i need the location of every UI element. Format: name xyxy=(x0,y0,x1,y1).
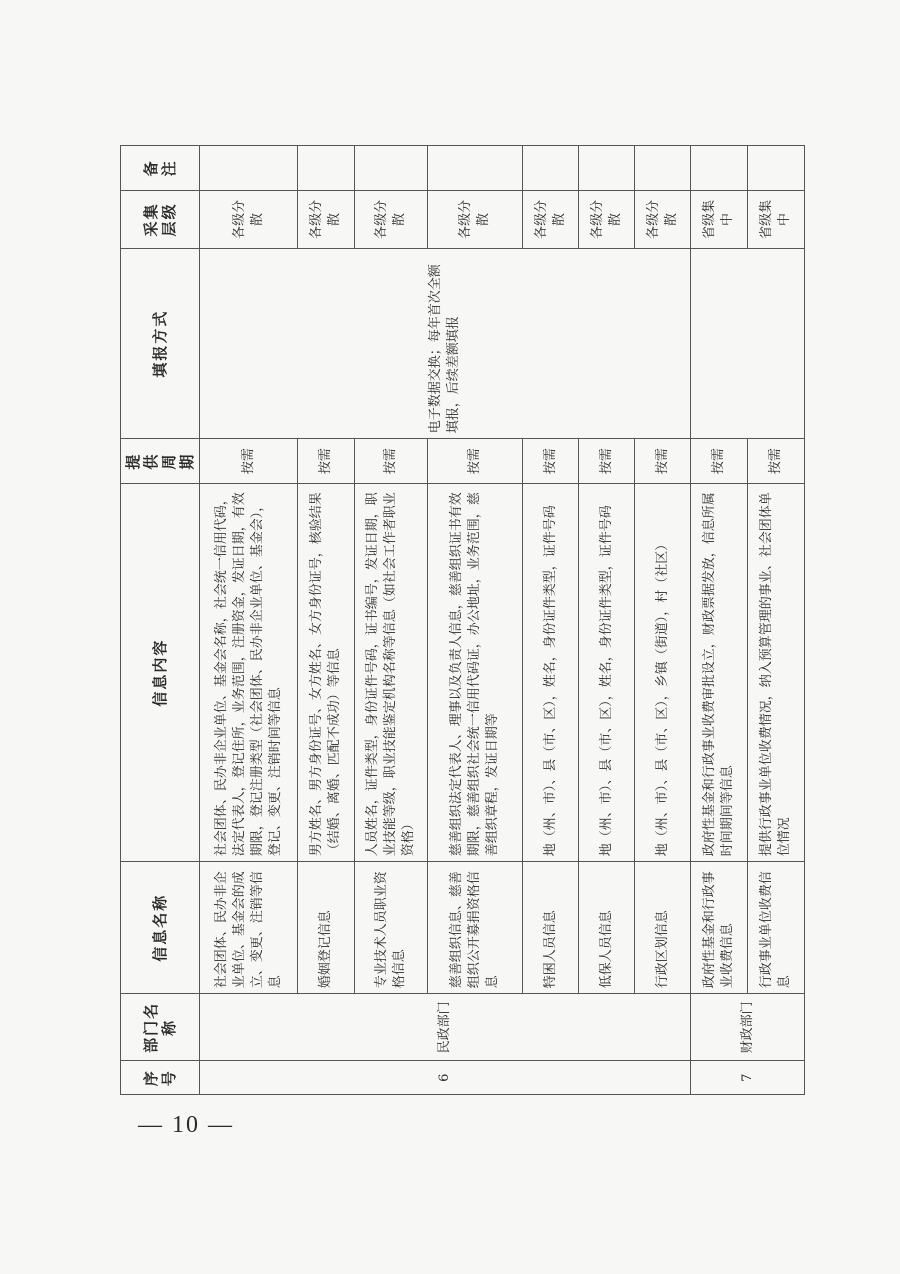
level-cell: 各级分散 xyxy=(523,190,579,248)
table-row xyxy=(691,146,748,1095)
period-cell: 按需 xyxy=(200,439,298,484)
info-name-cell: 专业技术人员职业资格信息 xyxy=(355,862,428,994)
header-level: 采集层级 xyxy=(121,190,200,248)
info-content-cell: 提供行政事业单位收费情况，纳入预算管理的事业、社会团体单位情况 xyxy=(748,484,805,862)
remark-cell xyxy=(748,146,805,191)
remark-cell xyxy=(691,146,748,191)
remark-cell xyxy=(200,146,298,191)
dept-cell: 民政部门 xyxy=(200,994,691,1061)
method-cell xyxy=(691,249,805,439)
info-name-cell: 特困人员信息 xyxy=(523,862,579,994)
info-content-cell: 地（州、市）、县（市、区），姓名，身份证件类型，证件号码 xyxy=(523,484,579,862)
info-name-cell: 行政事业单位收费信息 xyxy=(748,862,805,994)
method-cell: 电子数据交换；每年首次全额填报，后续差额填报 xyxy=(200,249,691,439)
header-name: 信息名称 xyxy=(121,862,200,994)
period-cell: 按需 xyxy=(635,439,691,484)
info-content-cell: 慈善组织法定代表人、理事以及负责人信息，慈善组织证书有效期限，慈善组织社会统一信用代码证，办公地址，业务范围，慈善组织章程，发证日期等 xyxy=(428,484,523,862)
info-name-cell: 政府性基金和行政事业收费信息 xyxy=(691,862,748,994)
remark-cell xyxy=(635,146,691,191)
header-dept: 部门名称 xyxy=(121,994,200,1061)
level-cell: 各级分散 xyxy=(428,190,523,248)
info-table xyxy=(120,145,805,1095)
info-name-cell: 社会团体、民办非企业单位、基金会的成立、变更、注销等信息 xyxy=(200,862,298,994)
remark-cell xyxy=(523,146,579,191)
period-cell: 按需 xyxy=(691,439,748,484)
remark-cell xyxy=(428,146,523,191)
remark-cell xyxy=(298,146,355,191)
info-content-cell: 地（州、市）、县（市、区），姓名，身份证件类型，证件号码 xyxy=(579,484,635,862)
info-content-cell: 男方姓名、男方身份证号、女方姓名、女方身份证号，核验结果（结婚、离婚、匹配不成功）等信息 xyxy=(298,484,355,862)
period-cell: 按需 xyxy=(298,439,355,484)
rotated-table-wrapper xyxy=(120,145,796,1095)
period-cell: 按需 xyxy=(748,439,805,484)
info-content-cell: 政府性基金和行政事业收费审批设立，财政票据发放，信息所属时间期间等信息 xyxy=(691,484,748,862)
header-method: 填报方式 xyxy=(121,249,200,439)
remark-cell xyxy=(579,146,635,191)
period-cell: 按需 xyxy=(355,439,428,484)
level-cell: 省级集中 xyxy=(691,190,748,248)
level-cell: 各级分散 xyxy=(635,190,691,248)
info-name-cell: 低保人员信息 xyxy=(579,862,635,994)
period-cell: 按需 xyxy=(579,439,635,484)
level-cell: 各级分散 xyxy=(579,190,635,248)
seq-cell: 7 xyxy=(691,1061,805,1095)
header-period: 提供周期 xyxy=(121,439,200,484)
level-cell: 各级分散 xyxy=(355,190,428,248)
page-number: — 10 — xyxy=(138,1112,234,1138)
dept-cell: 财政部门 xyxy=(691,994,805,1061)
header-seq: 序号 xyxy=(121,1061,200,1095)
remark-cell xyxy=(355,146,428,191)
header-content: 信息内容 xyxy=(121,484,200,862)
info-content-cell: 人员姓名，证件类型，身份证件号码，证书编号，发证日期，职业技能等级，职业技能鉴定机构名称等信息（如社会工作者职业资格） xyxy=(355,484,428,862)
table-holder xyxy=(120,145,796,1095)
info-name-cell: 慈善组织信息、慈善组织公开募捐资格信息 xyxy=(428,862,523,994)
period-cell: 按需 xyxy=(428,439,523,484)
header-remark: 备注 xyxy=(121,146,200,191)
level-cell: 省级集中 xyxy=(748,190,805,248)
info-content-cell: 地（州、市）、县（市、区），乡镇（街道），村（社区） xyxy=(635,484,691,862)
seq-cell: 6 xyxy=(200,1061,691,1095)
header-row xyxy=(121,146,200,1095)
info-name-cell: 婚姻登记信息 xyxy=(298,862,355,994)
period-cell: 按需 xyxy=(523,439,579,484)
table-row xyxy=(200,146,298,1095)
info-content-cell: 社会团体、民办非企业单位、基金会名称，社会统一信用代码，法定代表人，登记住所，业务范围，注册资金，发证日期，有效期限，登记注册类型（社会团体、民办非企业单位、基金会），登记、变更、注销时间等信息 xyxy=(200,484,298,862)
level-cell: 各级分散 xyxy=(298,190,355,248)
info-name-cell: 行政区划信息 xyxy=(635,862,691,994)
level-cell: 各级分散 xyxy=(200,190,298,248)
